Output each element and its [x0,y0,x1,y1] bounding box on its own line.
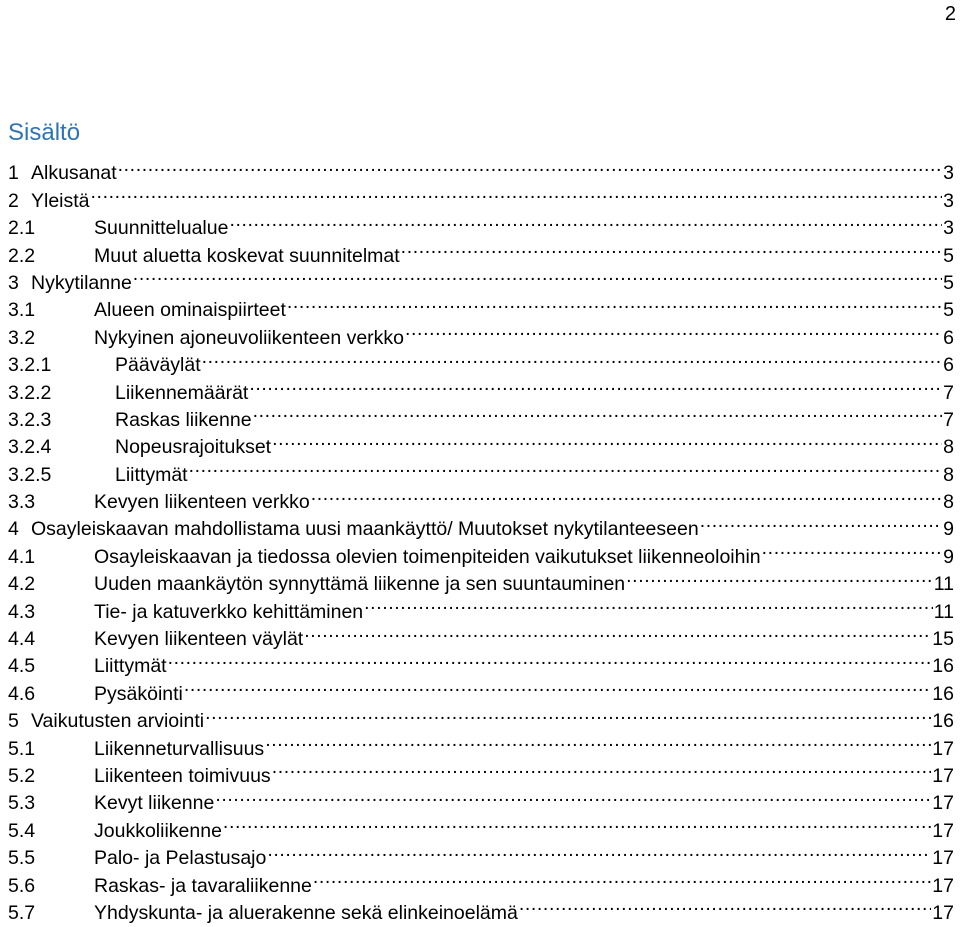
toc-entry-number: 3.2.2 [8,381,52,404]
toc-entry-page: 11 [933,573,954,596]
toc-entry-page: 8 [943,436,954,459]
dot-leader [313,864,931,891]
toc-entry-title: Tie- ja katuverkko kehittäminen [94,600,364,623]
dot-leader [272,426,942,453]
toc-entry-page: 17 [932,737,954,760]
toc-entry-page: 5 [943,271,954,294]
dot-leader [229,207,942,234]
toc-entry-page: 6 [943,354,954,377]
toc-entry[interactable] [8,289,954,322]
table-of-contents [8,152,954,924]
toc-entry-page: 16 [932,682,954,705]
toc-entry-title: Nopeusrajoitukset [115,436,272,459]
toc-entry-title: Vaikutusten arviointi [31,710,205,733]
toc-entry-number: 2 [8,189,19,212]
toc-entry-number: 3.2.1 [8,354,52,377]
toc-entry-number: 3.1 [8,299,36,322]
dot-leader [405,316,942,343]
toc-entry-page: 17 [932,764,954,787]
dot-leader [762,535,942,562]
toc-entry-page: 7 [943,381,954,404]
toc-entry-number: 3 [8,271,19,294]
toc-entry-number: 3.2 [8,326,36,349]
toc-entry-page: 16 [932,655,954,678]
dot-leader [202,344,943,371]
toc-entry-title: Palo- ja Pelastusajo [94,847,267,870]
toc-entry-title: Uuden maankäytön synnyttämä liikenne ja sen suuntauminen [94,573,626,596]
dot-leader [253,399,943,426]
toc-entry-page: 17 [932,819,954,842]
toc-entry-title: Osayleiskaavan ja tiedossa olevien toimenpiteiden vaikutukset liikenneoloihin [94,545,761,568]
toc-entry-page: 8 [943,463,954,486]
toc-entry-page: 17 [932,874,954,897]
toc-entry-number: 5.7 [8,901,36,924]
toc-entry-number: 4.6 [8,682,36,705]
toc-entry-title: Nykytilanne [31,271,132,294]
dot-leader [133,262,942,289]
toc-entry-title: Pääväylät [115,354,201,377]
dot-leader [205,700,931,727]
toc-entry[interactable] [8,262,954,294]
toc-entry-number: 5.2 [8,764,36,787]
toc-entry-title: Nykyinen ajoneuvoliikenteen verkko [94,326,405,349]
dot-leader [168,645,932,672]
dot-leader [249,371,942,398]
toc-entry-title: Alueen ominaispiirteet [94,299,286,322]
dot-leader [304,618,931,645]
dot-leader [223,809,931,836]
toc-entry-title: Liittymät [94,655,167,678]
toc-entry-title: Joukkoliikenne [94,819,222,842]
toc-entry-number: 4.3 [8,600,36,623]
toc-entry-title: Kevyen liikenteen väylät [94,628,304,651]
toc-entry-title: Kevyt liikenne [94,792,215,815]
dot-leader [215,782,931,809]
toc-entry-title: Liikenteen toimivuus [94,764,271,787]
dot-leader [189,453,943,480]
toc-entry[interactable] [8,207,954,240]
toc-entry-number: 4.1 [8,545,36,568]
toc-entry-page: 16 [932,710,954,733]
toc-entry[interactable] [8,179,954,212]
toc-entry-page: 17 [932,847,954,870]
toc-entry[interactable] [8,152,954,185]
toc-entry-number: 4 [8,518,19,541]
toc-entry-title: Yhdyskunta- ja aluerakenne sekä elinkeinoelämä [94,901,518,924]
toc-entry-number: 2.1 [8,217,36,240]
toc-entry-page: 17 [932,792,954,815]
dot-leader [265,727,931,754]
toc-entry-number: 3.3 [8,491,36,514]
toc-entry-page: 3 [943,217,954,240]
toc-entry-number: 2.2 [8,244,36,267]
dot-leader [311,481,942,508]
toc-entry-page: 9 [943,518,954,541]
toc-entry-page: 3 [943,162,954,185]
toc-entry-number: 4.2 [8,573,36,596]
toc-entry-page: 11 [933,600,954,623]
toc-entry-title: Pysäköinti [94,682,183,705]
toc-entry-title: Liikennemäärät [115,381,249,404]
toc-entry-title: Osayleiskaavan mahdollistama uusi maankäyttö/ Muutokset nykytilanteeseen [31,518,699,541]
toc-entry-number: 3.2.4 [8,436,52,459]
toc-entry-number: 5.6 [8,874,36,897]
dot-leader [91,179,943,206]
toc-entry-number: 5.4 [8,819,36,842]
toc-entry-page: 5 [943,299,954,322]
toc-entry-number: 3.2.3 [8,408,52,431]
toc-entry-number: 5.5 [8,847,36,870]
dot-leader [287,289,942,316]
toc-entry-page: 3 [943,189,954,212]
dot-leader [519,892,931,919]
toc-entry-number: 5 [8,710,19,733]
toc-entry-title: Yleistä [31,189,90,212]
toc-heading: Sisältö [8,119,81,146]
dot-leader [118,152,943,179]
toc-entry-page: 5 [943,244,954,267]
toc-entry-number: 4.4 [8,628,36,651]
toc-entry-page: 17 [932,901,954,924]
dot-leader [700,508,942,535]
toc-entry-page: 8 [943,491,954,514]
toc-entry-page: 6 [943,326,954,349]
toc-entry-title: Muut aluetta koskevat suunnitelmat [94,244,400,267]
dot-leader [626,563,933,590]
toc-entry-title: Raskas- ja tavaraliikenne [94,874,312,897]
page-number: 2 [944,3,956,25]
toc-entry-number: 5.1 [8,737,36,760]
toc-entry-title: Liikenneturvallisuus [94,737,265,760]
toc-entry-page: 9 [943,545,954,568]
toc-entry-number: 3.2.5 [8,463,52,486]
toc-entry-title: Raskas liikenne [115,408,252,431]
toc-entry-title: Liittymät [115,463,188,486]
dot-leader [267,837,931,864]
toc-entry-number: 1 [8,162,19,185]
toc-entry-page: 7 [943,408,954,431]
dot-leader [364,590,933,617]
toc-entry-title: Suunnittelualue [94,217,229,240]
toc-entry-page: 15 [932,628,954,651]
toc-entry-title: Alkusanat [31,162,117,185]
toc-entry-number: 5.3 [8,792,36,815]
dot-leader [272,755,932,782]
toc-entry-number: 4.5 [8,655,36,678]
toc-entry-title: Kevyen liikenteen verkko [94,491,310,514]
dot-leader [184,672,931,699]
dot-leader [401,234,942,261]
